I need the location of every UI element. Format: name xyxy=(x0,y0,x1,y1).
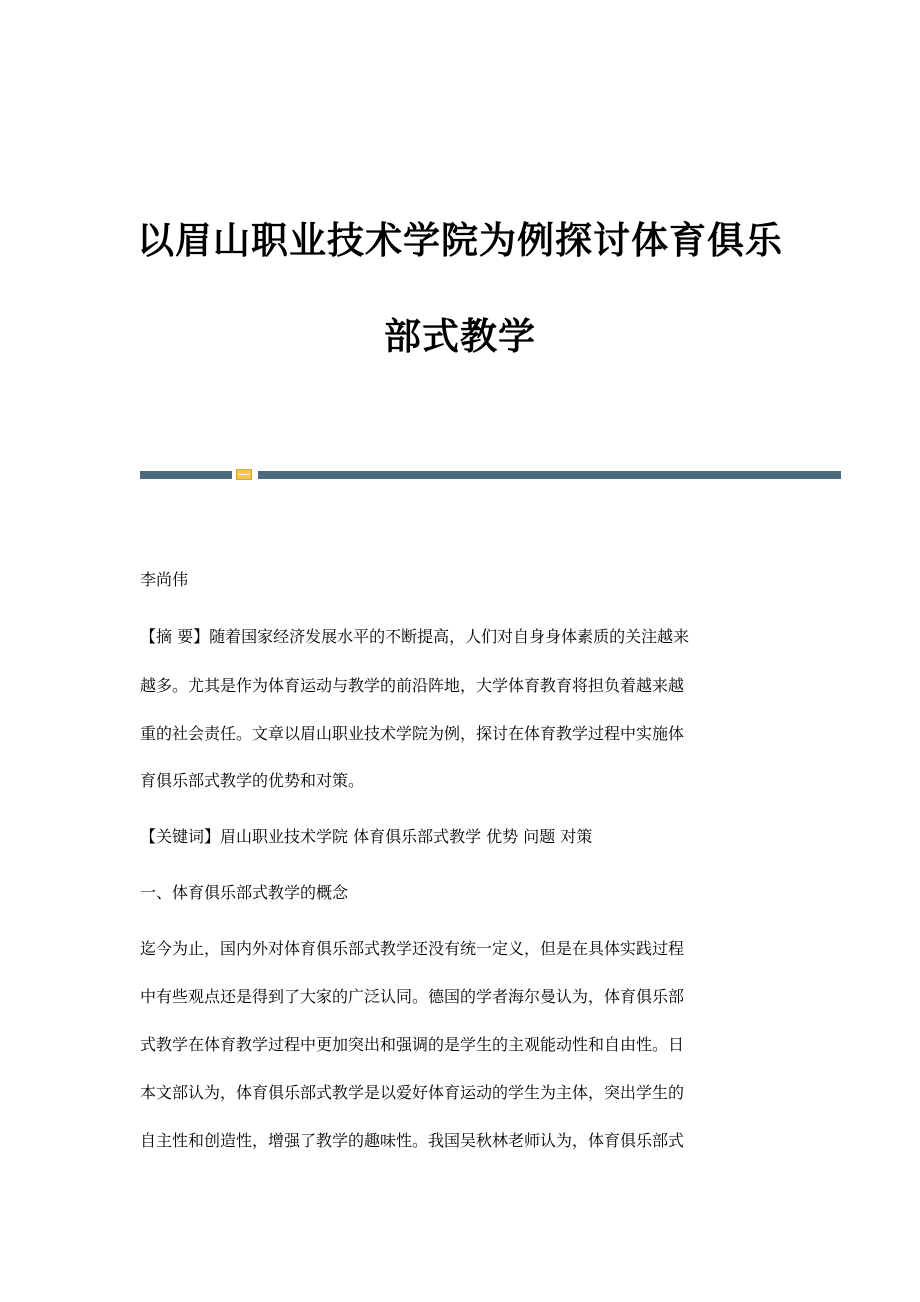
abstract-line: 重的社会责任。文章以眉山职业技术学院为例，探讨在体育教学过程中实施体 xyxy=(140,724,685,743)
document-title-line-2: 部式教学 xyxy=(384,315,536,358)
abstract-line: 【摘 要】随着国家经济发展水平的不断提高，人们对自身身体素质的关注越来 xyxy=(140,627,690,646)
document-title-line-1: 以眉山职业技术学院为例探讨体育俱乐 xyxy=(137,219,783,262)
body-line: 本文部认为，体育俱乐部式教学是以爱好体育运动的学生为主体，突出学生的 xyxy=(140,1083,685,1102)
section-heading: 一、体育俱乐部式教学的概念 xyxy=(140,883,349,902)
divider-bar-right xyxy=(258,471,841,479)
author-name: 李尚伟 xyxy=(140,570,189,589)
keywords-line: 【关键词】眉山职业技术学院 体育俱乐部式教学 优势 问题 对策 xyxy=(140,827,593,846)
abstract-line: 越多。尤其是作为体育运动与教学的前沿阵地，大学体育教育将担负着越来越 xyxy=(140,676,685,695)
abstract-line: 育俱乐部式教学的优势和对策。 xyxy=(140,771,365,790)
divider-bar-left xyxy=(140,471,232,479)
divider-ornament-icon xyxy=(236,469,252,480)
body-line: 迄今为止，国内外对体育俱乐部式教学还没有统一定义，但是在具体实践过程 xyxy=(140,939,685,958)
body-line: 中有些观点还是得到了大家的广泛认同。德国的学者海尔曼认为，体育俱乐部 xyxy=(140,987,685,1006)
body-line: 自主性和创造性，增强了教学的趣味性。我国吴秋林老师认为，体育俱乐部式 xyxy=(140,1131,685,1150)
body-line: 式教学在体育教学过程中更加突出和强调的是学生的主观能动性和自由性。日 xyxy=(140,1035,685,1054)
